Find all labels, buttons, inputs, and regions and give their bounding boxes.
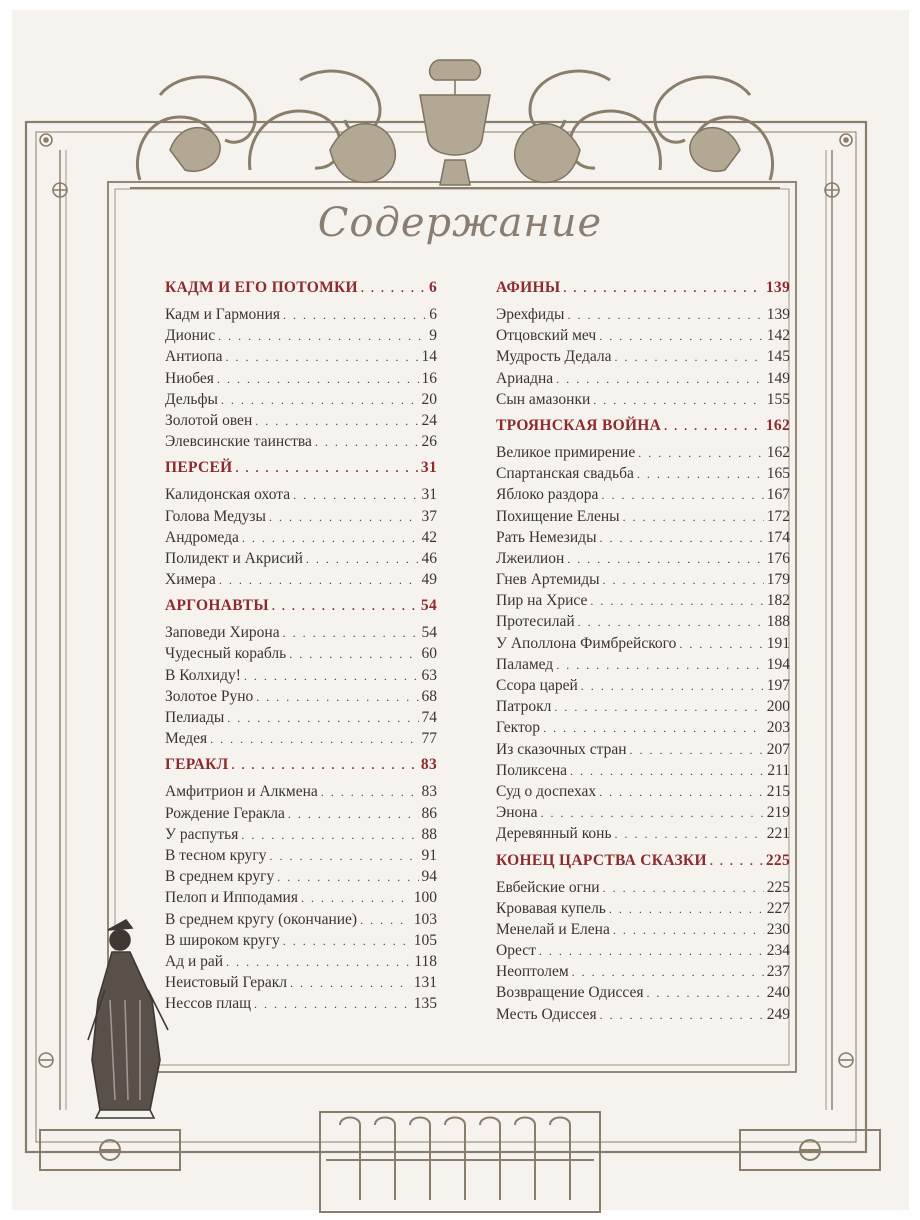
dot-leader bbox=[609, 899, 764, 920]
page-number: 86 bbox=[421, 804, 437, 822]
dot-leader bbox=[235, 456, 417, 480]
dot-leader bbox=[231, 753, 417, 777]
entry-title: В среднем кругу (окончание) bbox=[165, 910, 358, 928]
page-number: 16 bbox=[421, 369, 437, 387]
dot-leader bbox=[637, 464, 764, 485]
dot-leader bbox=[219, 570, 419, 591]
toc-entry[interactable] bbox=[165, 484, 437, 505]
dot-leader bbox=[679, 634, 763, 655]
page-number: 74 bbox=[421, 709, 437, 726]
page-number: 49 bbox=[421, 571, 437, 589]
page-number: 167 bbox=[766, 486, 790, 504]
page-number: 162 bbox=[766, 443, 790, 461]
toc-entry[interactable] bbox=[496, 506, 790, 527]
dot-leader bbox=[289, 644, 418, 665]
entry-title: Из сказочных стран bbox=[496, 740, 627, 758]
section-title: ГЕРАКЛ bbox=[165, 756, 229, 774]
section-title: ПЕРСЕЙ bbox=[165, 459, 233, 477]
entry-title: Сын амазонки bbox=[496, 390, 591, 408]
dot-leader bbox=[638, 443, 764, 464]
toc-entry[interactable] bbox=[496, 325, 790, 346]
entry-title: Золотое Руно bbox=[165, 687, 254, 705]
page-number: 215 bbox=[766, 782, 790, 800]
entry-title: Евбейские огни bbox=[496, 878, 600, 896]
entry-title: В тесном кругу bbox=[165, 846, 267, 864]
toc-entry[interactable] bbox=[496, 940, 790, 961]
dot-leader bbox=[593, 390, 763, 411]
page-number: 165 bbox=[766, 465, 790, 483]
dot-leader bbox=[218, 326, 426, 347]
page-number: 211 bbox=[767, 761, 790, 779]
entry-title: Пир на Хрисе bbox=[496, 592, 588, 610]
toc-entry[interactable] bbox=[165, 527, 437, 548]
toc-entry[interactable] bbox=[165, 993, 437, 1014]
entry-title: Элевсинские таинства bbox=[165, 433, 312, 451]
dot-leader bbox=[556, 655, 764, 676]
page-number: 88 bbox=[421, 825, 437, 843]
dot-leader bbox=[603, 878, 764, 899]
page-number: 194 bbox=[766, 655, 790, 673]
entry-title: Возвращение Одиссея bbox=[496, 984, 644, 1002]
dot-leader bbox=[255, 411, 418, 432]
dot-leader bbox=[615, 824, 764, 845]
toc-entry[interactable] bbox=[496, 961, 790, 982]
toc-section bbox=[165, 753, 437, 1018]
dot-leader bbox=[710, 849, 763, 873]
dot-leader bbox=[570, 761, 764, 782]
entry-title: Неистовый Геракл bbox=[165, 974, 288, 992]
page-number: 145 bbox=[766, 348, 790, 366]
toc-section bbox=[496, 276, 790, 414]
page-number: 176 bbox=[766, 549, 790, 567]
toc-entry[interactable] bbox=[496, 548, 790, 569]
toc-entry[interactable] bbox=[165, 824, 437, 845]
toc-entry[interactable] bbox=[496, 590, 790, 611]
page-number: 182 bbox=[766, 592, 790, 610]
page-number: 225 bbox=[766, 878, 790, 896]
dot-leader bbox=[272, 594, 418, 618]
entry-title: Рождение Геракла bbox=[165, 804, 285, 822]
toc-section bbox=[496, 414, 790, 849]
toc-entry[interactable] bbox=[165, 728, 437, 749]
page-number: 179 bbox=[766, 571, 790, 589]
toc-entry[interactable] bbox=[496, 717, 790, 738]
dot-leader bbox=[301, 888, 411, 909]
dot-leader bbox=[288, 804, 419, 825]
toc-entry[interactable] bbox=[165, 622, 437, 643]
dot-leader bbox=[601, 485, 763, 506]
entry-title: Химера bbox=[165, 571, 216, 589]
dot-leader bbox=[283, 931, 411, 952]
toc-left-column bbox=[165, 276, 437, 1018]
entry-title: Антиопа bbox=[165, 348, 223, 366]
toc-entry[interactable] bbox=[496, 982, 790, 1003]
entry-title: Рать Немезиды bbox=[496, 528, 597, 546]
toc-entry[interactable] bbox=[165, 389, 437, 410]
page-number: 68 bbox=[421, 687, 437, 705]
dot-leader bbox=[646, 983, 763, 1004]
toc-entry[interactable] bbox=[496, 304, 790, 325]
dot-leader bbox=[567, 549, 763, 570]
page-number: 54 bbox=[420, 597, 437, 615]
entry-title: Похищение Елены bbox=[496, 507, 620, 525]
toc-entry[interactable] bbox=[165, 707, 437, 728]
toc-section bbox=[165, 456, 437, 594]
dot-leader bbox=[600, 1005, 764, 1026]
entry-title: Дионис bbox=[165, 327, 216, 345]
page-number: 24 bbox=[421, 411, 437, 429]
dot-leader bbox=[241, 825, 418, 846]
dot-leader bbox=[623, 507, 764, 528]
page-number: 31 bbox=[421, 486, 437, 504]
dot-leader bbox=[581, 676, 764, 697]
dot-leader bbox=[217, 369, 419, 390]
page-number: 77 bbox=[421, 730, 437, 748]
toc-entry[interactable] bbox=[165, 866, 437, 887]
entry-title: Чудесный корабль bbox=[165, 645, 287, 663]
page-number: 230 bbox=[766, 920, 790, 938]
page-number: 139 bbox=[766, 306, 790, 323]
dot-leader bbox=[664, 414, 763, 438]
toc-entry[interactable] bbox=[165, 909, 437, 930]
toc-entry[interactable] bbox=[165, 325, 437, 346]
page-number: 20 bbox=[421, 390, 437, 408]
page-number: 203 bbox=[766, 719, 790, 737]
entry-title: Эрехфиды bbox=[496, 306, 565, 323]
toc-entry[interactable] bbox=[165, 506, 437, 527]
dot-leader bbox=[540, 803, 763, 824]
entry-title: Голова Медузы bbox=[165, 507, 266, 525]
page-number: 149 bbox=[766, 369, 790, 387]
entry-title: Энона bbox=[496, 804, 538, 822]
toc-section bbox=[165, 276, 437, 456]
page-number: 240 bbox=[766, 984, 790, 1002]
entry-title: Ниобея bbox=[165, 369, 214, 387]
page-number: 37 bbox=[421, 507, 437, 525]
page-number: 162 bbox=[765, 416, 790, 434]
toc-entry[interactable] bbox=[496, 346, 790, 367]
entry-title: Патрокл bbox=[496, 698, 552, 716]
toc-entry[interactable] bbox=[496, 1004, 790, 1025]
dot-leader bbox=[283, 305, 426, 326]
toc-entry[interactable] bbox=[165, 569, 437, 590]
toc-section bbox=[496, 849, 790, 1029]
dot-leader bbox=[567, 305, 763, 326]
entry-title: Суд о доспехах bbox=[496, 782, 597, 800]
page-number: 14 bbox=[421, 348, 437, 366]
toc-entry[interactable] bbox=[165, 304, 437, 325]
entry-title: Пелоп и Ипподамия bbox=[165, 889, 298, 907]
toc-section-heading[interactable] bbox=[165, 456, 437, 480]
toc-section-heading[interactable] bbox=[165, 276, 437, 300]
toc-entry[interactable] bbox=[496, 760, 790, 781]
page-number: 46 bbox=[421, 549, 437, 567]
page-number: 6 bbox=[428, 279, 437, 296]
dot-leader bbox=[254, 994, 411, 1015]
page-title: Содержание bbox=[317, 200, 603, 246]
entry-title: Андромеда bbox=[165, 528, 239, 546]
section-title: КАДМ И ЕГО ПОТОМКИ bbox=[165, 279, 358, 296]
page-number: 172 bbox=[766, 507, 790, 525]
page-number: 197 bbox=[766, 677, 790, 694]
page-number: 26 bbox=[421, 433, 437, 451]
toc-entry[interactable] bbox=[165, 930, 437, 951]
toc-entry[interactable] bbox=[496, 823, 790, 844]
dot-leader bbox=[578, 612, 764, 633]
entry-title: Гнев Артемиды bbox=[496, 571, 600, 589]
page-number: 118 bbox=[414, 952, 437, 970]
entry-title: Орест bbox=[496, 942, 536, 960]
page-number: 105 bbox=[413, 931, 437, 949]
toc-entry[interactable] bbox=[165, 686, 437, 707]
section-title: ТРОЯНСКАЯ ВОЙНА bbox=[496, 416, 662, 434]
toc-entry[interactable] bbox=[165, 845, 437, 866]
dot-leader bbox=[227, 708, 418, 729]
entry-title: Неоптолем bbox=[496, 963, 569, 981]
dot-leader bbox=[269, 507, 419, 528]
dot-leader bbox=[315, 432, 419, 453]
toc-entry[interactable] bbox=[496, 877, 790, 898]
toc-entry[interactable] bbox=[496, 569, 790, 590]
toc-right-column bbox=[496, 276, 790, 1029]
dot-leader bbox=[270, 846, 419, 867]
page-number: 200 bbox=[766, 698, 790, 716]
page-number: 83 bbox=[421, 783, 437, 801]
dot-leader bbox=[221, 390, 419, 411]
entry-title: Спартанская свадьба bbox=[496, 465, 634, 483]
entry-title: Полидект и Акрисий bbox=[165, 549, 303, 567]
page-number: 234 bbox=[766, 942, 790, 960]
dot-leader bbox=[543, 718, 764, 739]
toc-entry[interactable] bbox=[496, 739, 790, 760]
page-number: 142 bbox=[766, 327, 790, 345]
dot-leader bbox=[539, 941, 764, 962]
toc-entry[interactable] bbox=[165, 431, 437, 452]
dot-leader bbox=[256, 687, 418, 708]
entry-title: Поликсена bbox=[496, 761, 568, 779]
page-number: 237 bbox=[766, 963, 790, 981]
entry-title: Мудрость Дедала bbox=[496, 348, 612, 366]
dot-leader bbox=[225, 347, 418, 368]
page-number: 225 bbox=[765, 851, 790, 869]
toc-entry[interactable] bbox=[496, 802, 790, 823]
entry-title: Пелиады bbox=[165, 709, 225, 726]
entry-title: Ад и рай bbox=[165, 952, 224, 970]
entry-title: В Колхиду! bbox=[165, 666, 241, 684]
page-number: 91 bbox=[421, 846, 437, 864]
toc-section-heading[interactable] bbox=[496, 276, 790, 300]
dot-leader bbox=[613, 920, 764, 941]
page-number: 155 bbox=[766, 390, 790, 408]
toc-entry[interactable] bbox=[165, 972, 437, 993]
dot-leader bbox=[277, 867, 418, 888]
toc-entry[interactable] bbox=[496, 898, 790, 919]
toc-entry[interactable] bbox=[496, 389, 790, 410]
dot-leader bbox=[290, 973, 411, 994]
dot-leader bbox=[630, 740, 764, 761]
toc-entry[interactable] bbox=[165, 887, 437, 908]
toc-entry[interactable] bbox=[496, 484, 790, 505]
entry-title: Месть Одиссея bbox=[496, 1005, 597, 1023]
toc-entry[interactable] bbox=[496, 675, 790, 696]
dot-leader bbox=[554, 697, 763, 718]
entry-title: Кровавая купель bbox=[496, 899, 606, 917]
toc-entry[interactable] bbox=[165, 368, 437, 389]
section-title: АФИНЫ bbox=[496, 279, 561, 296]
dot-leader bbox=[361, 276, 426, 300]
dot-leader bbox=[244, 666, 419, 687]
entry-title: Медея bbox=[165, 730, 208, 748]
dot-leader bbox=[599, 782, 764, 803]
toc-entry[interactable] bbox=[496, 368, 790, 389]
entry-title: Калидонская охота bbox=[165, 486, 291, 504]
page-number: 174 bbox=[766, 528, 790, 546]
page-number: 103 bbox=[413, 910, 437, 928]
entry-title: Яблоко раздора bbox=[496, 486, 599, 504]
entry-title: Нессов плащ bbox=[165, 995, 252, 1013]
entry-title: Золотой овен bbox=[165, 411, 253, 429]
toc-entry[interactable] bbox=[496, 654, 790, 675]
toc-entry[interactable] bbox=[496, 919, 790, 940]
page-number: 54 bbox=[421, 624, 437, 642]
page-number: 6 bbox=[429, 306, 437, 323]
entry-title: Дельфы bbox=[165, 390, 218, 408]
toc-section-heading[interactable] bbox=[165, 594, 437, 618]
page-number: 191 bbox=[766, 634, 790, 652]
page-number: 31 bbox=[420, 459, 437, 477]
toc-entry[interactable] bbox=[496, 442, 790, 463]
entry-title: Гектор bbox=[496, 719, 541, 737]
toc-entry[interactable] bbox=[165, 548, 437, 569]
page-number: 60 bbox=[421, 645, 437, 663]
page-number: 100 bbox=[413, 889, 437, 907]
page-number: 131 bbox=[413, 974, 437, 992]
entry-title: У Аполлона Фимбрейского bbox=[496, 634, 677, 652]
dot-leader bbox=[600, 528, 764, 549]
toc-entry[interactable] bbox=[165, 346, 437, 367]
toc-entry[interactable] bbox=[165, 410, 437, 431]
toc-section-heading[interactable] bbox=[496, 414, 790, 438]
dot-leader bbox=[615, 347, 764, 368]
toc-entry[interactable] bbox=[165, 781, 437, 802]
dot-leader bbox=[283, 623, 419, 644]
entry-title: Паламед bbox=[496, 655, 554, 673]
gate-ornament-icon bbox=[40, 1112, 880, 1212]
entry-title: Заповеди Хирона bbox=[165, 624, 280, 642]
entry-title: Деревянный конь bbox=[496, 825, 612, 843]
dot-leader bbox=[226, 952, 411, 973]
toc-entry[interactable] bbox=[496, 696, 790, 717]
dot-leader bbox=[590, 591, 763, 612]
page-number: 188 bbox=[766, 613, 790, 631]
dot-leader bbox=[556, 369, 764, 390]
toc-section bbox=[165, 594, 437, 753]
page-number: 9 bbox=[429, 327, 437, 345]
page-number: 221 bbox=[766, 825, 790, 843]
dot-leader bbox=[321, 782, 419, 803]
toc-entry[interactable] bbox=[496, 463, 790, 484]
dot-leader bbox=[242, 528, 419, 549]
page-number: 83 bbox=[420, 756, 437, 774]
section-title: АРГОНАВТЫ bbox=[165, 597, 269, 615]
page-number: 227 bbox=[766, 899, 790, 917]
toc-entry[interactable] bbox=[496, 527, 790, 548]
dot-leader bbox=[599, 326, 764, 347]
entry-title: Кадм и Гармония bbox=[165, 306, 281, 323]
toc-entry[interactable] bbox=[165, 951, 437, 972]
section-title: КОНЕЦ ЦАРСТВА СКАЗКИ bbox=[496, 851, 707, 869]
entry-title: Отцовский меч bbox=[496, 327, 597, 345]
toc-entry[interactable] bbox=[165, 665, 437, 686]
dot-leader bbox=[293, 485, 418, 506]
figure-illustration-icon bbox=[88, 920, 168, 1118]
toc-section-heading[interactable] bbox=[496, 849, 790, 873]
entry-title: Великое примирение bbox=[496, 443, 636, 461]
toc-entry[interactable] bbox=[165, 803, 437, 824]
toc-entry[interactable] bbox=[496, 633, 790, 654]
dot-leader bbox=[210, 729, 418, 750]
toc-section-heading[interactable] bbox=[165, 753, 437, 777]
page-number: 42 bbox=[421, 528, 437, 546]
page-number: 94 bbox=[421, 868, 437, 886]
toc-entry[interactable] bbox=[165, 643, 437, 664]
page-number: 63 bbox=[421, 666, 437, 684]
page-number: 219 bbox=[766, 804, 790, 822]
page-number: 135 bbox=[413, 995, 437, 1013]
entry-title: Ариадна bbox=[496, 369, 554, 387]
entry-title: Ссора царей bbox=[496, 677, 578, 694]
page-number: 139 bbox=[765, 279, 790, 296]
dot-leader bbox=[572, 962, 764, 983]
entry-title: Лжеилион bbox=[496, 549, 565, 567]
toc-entry[interactable] bbox=[496, 611, 790, 632]
dot-leader bbox=[306, 549, 419, 570]
page-number: 207 bbox=[766, 740, 790, 758]
entry-title: Протесилай bbox=[496, 613, 575, 631]
toc-entry[interactable] bbox=[496, 781, 790, 802]
entry-title: Менелай и Елена bbox=[496, 920, 610, 938]
entry-title: У распутья bbox=[165, 825, 239, 843]
entry-title: Амфитрион и Алкмена bbox=[165, 783, 318, 801]
dot-leader bbox=[603, 570, 764, 591]
page-number: 249 bbox=[766, 1005, 790, 1023]
dot-leader bbox=[360, 910, 411, 931]
urn-icon bbox=[420, 60, 490, 185]
entry-title: В широком кругу bbox=[165, 931, 280, 949]
dot-leader bbox=[563, 276, 762, 300]
entry-title: В среднем кругу bbox=[165, 868, 275, 886]
